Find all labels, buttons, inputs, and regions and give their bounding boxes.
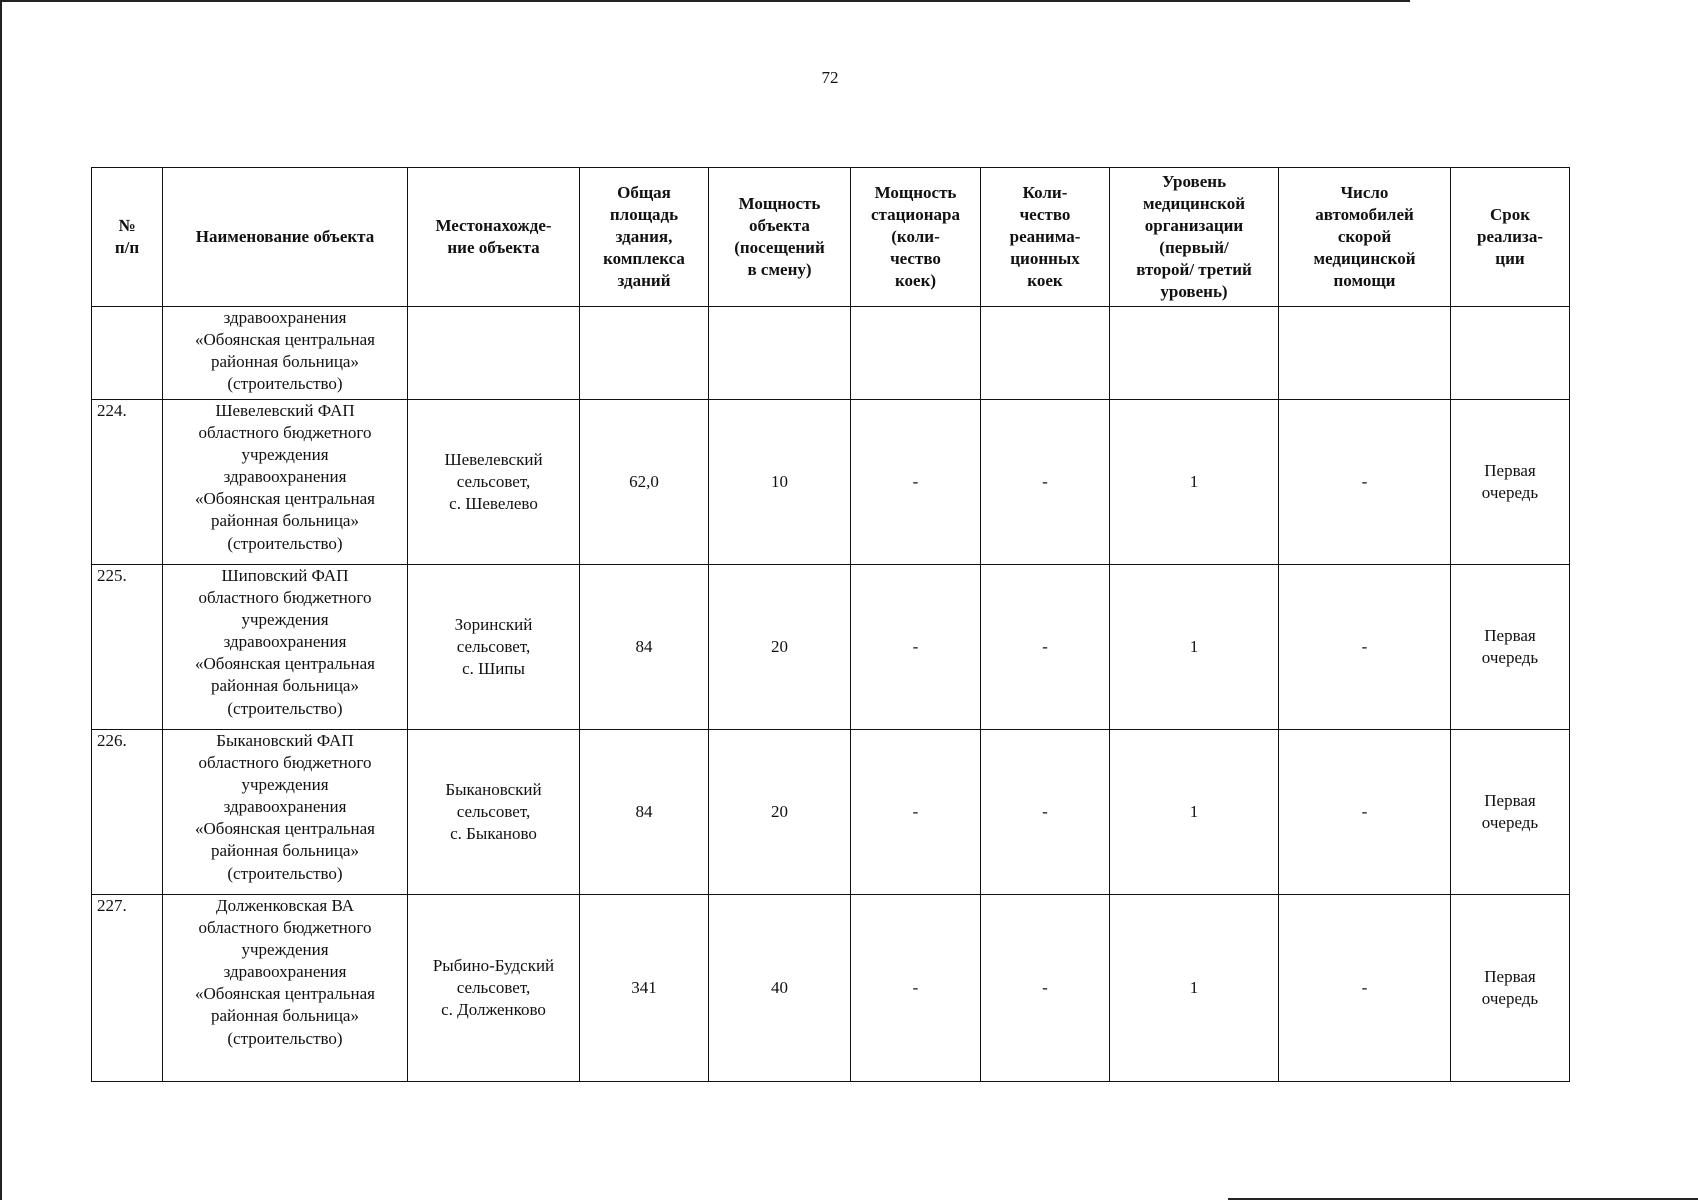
cell-area [580,307,709,400]
cell-location: Зоринский сельсовет, с. Шипы [408,565,580,730]
cell-location: Шевелевский сельсовет, с. Шевелево [408,400,580,565]
facilities-table [91,167,1570,1082]
cell-name: Быкановский ФАП областного бюджетного учреждения здравоохранения «Обоянская центральная районная больница» (строительство) [163,730,408,895]
cell-name: Шевелевский ФАП областного бюджетного учреждения здравоохранения «Обоянская центральная районная больница» (строительство) [163,400,408,565]
cell-icu-beds [981,307,1110,400]
table-row [92,730,1570,895]
cell-location [408,307,580,400]
cell-capacity [709,307,851,400]
header-capacity: Мощность объекта (посещений в смену) [709,168,851,307]
scan-edge-left [0,0,2,1200]
cell-beds: - [851,400,981,565]
cell-term: Первая очередь [1451,895,1570,1082]
cell-ambulances: - [1279,895,1451,1082]
cell-name: здравоохранения «Обоянская центральная районная больница» (строительство) [163,307,408,400]
cell-beds: - [851,565,981,730]
cell-ambulances: - [1279,565,1451,730]
cell-area: 62,0 [580,400,709,565]
header-icu-beds: Коли- чество реанима- ционных коек [981,168,1110,307]
cell-capacity: 10 [709,400,851,565]
cell-icu-beds: - [981,565,1110,730]
header-name: Наименование объекта [163,168,408,307]
cell-name: Долженковская ВА областного бюджетного учреждения здравоохранения «Обоянская центральная районная больница» (строительство) [163,895,408,1082]
cell-ambulances [1279,307,1451,400]
cell-num: 225. [92,565,163,730]
page-number: 72 [821,68,839,87]
cell-icu-beds: - [981,400,1110,565]
header-level: Уровень медицинской организации (первый/ второй/ третий уровень) [1110,168,1279,307]
table-row [92,895,1570,1082]
header-beds: Мощность стационара (коли- чество коек) [851,168,981,307]
cell-area: 84 [580,730,709,895]
cell-beds: - [851,730,981,895]
cell-ambulances: - [1279,730,1451,895]
header-num: № п/п [92,168,163,307]
scan-edge-top [0,0,1410,2]
table-row [92,565,1570,730]
cell-ambulances: - [1279,400,1451,565]
table-row [92,400,1570,565]
header-term: Срок реализа- ции [1451,168,1570,307]
cell-area: 84 [580,565,709,730]
cell-beds: - [851,895,981,1082]
cell-num: 226. [92,730,163,895]
cell-capacity: 20 [709,730,851,895]
cell-term [1451,307,1570,400]
cell-location: Быкановский сельсовет, с. Быканово [408,730,580,895]
header-area: Общая площадь здания, комплекса зданий [580,168,709,307]
cell-term: Первая очередь [1451,730,1570,895]
header-location: Местонахожде- ние объекта [408,168,580,307]
cell-num: 227. [92,895,163,1082]
table-header-row [92,168,1570,307]
cell-location: Рыбино-Будский сельсовет, с. Долженково [408,895,580,1082]
cell-capacity: 40 [709,895,851,1082]
cell-num [92,307,163,400]
cell-term: Первая очередь [1451,400,1570,565]
cell-level: 1 [1110,565,1279,730]
cell-capacity: 20 [709,565,851,730]
cell-term: Первая очередь [1451,565,1570,730]
table-row [92,307,1570,400]
cell-level: 1 [1110,400,1279,565]
header-ambulances: Число автомобилей скорой медицинской помощи [1279,168,1451,307]
cell-level: 1 [1110,895,1279,1082]
cell-num: 224. [92,400,163,565]
cell-level: 1 [1110,730,1279,895]
cell-name: Шиповский ФАП областного бюджетного учреждения здравоохранения «Обоянская центральная районная больница» (строительство) [163,565,408,730]
cell-icu-beds: - [981,730,1110,895]
cell-beds [851,307,981,400]
cell-level [1110,307,1279,400]
cell-icu-beds: - [981,895,1110,1082]
cell-area: 341 [580,895,709,1082]
